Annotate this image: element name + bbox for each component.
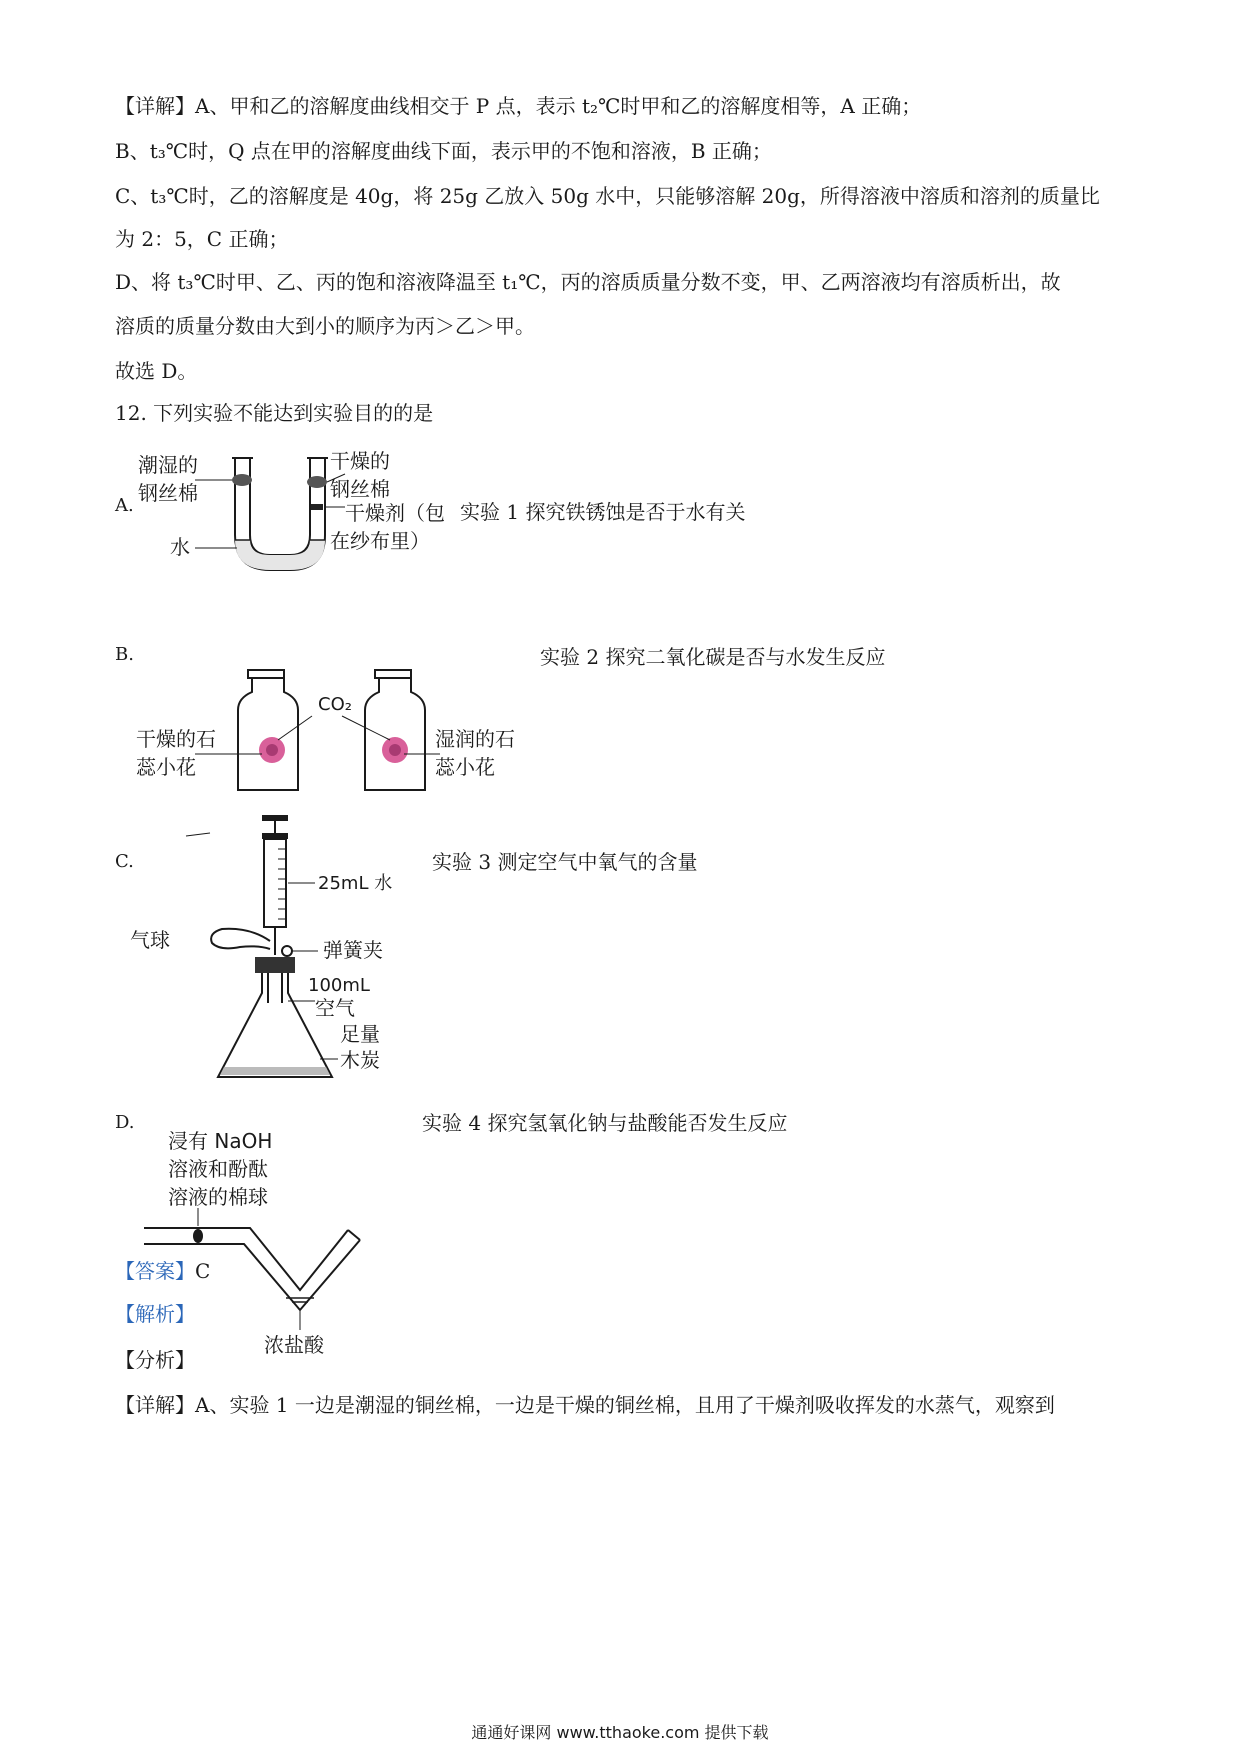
analysis-tag: 【解析】 [115,1302,195,1326]
label-dry-1: 干燥的 [330,449,390,473]
detail-last-line: 【详解】A、实验 1 一边是潮湿的铜丝棉，一边是干燥的铜丝棉，且用了干燥剂吸收挥发的水蒸气，观察到 [115,1393,1055,1417]
dry-steel-wool [307,476,327,488]
wet-steel-wool [232,474,252,486]
page-footer: 通通好课网 www.tthaoke.com 提供下载 [471,1723,769,1742]
label-dry-flower-1: 干燥的石 [136,727,216,751]
detail-line-1: 【详解】A、甲和乙的溶解度曲线相交于 P 点，表示 t₂℃时甲和乙的溶解度相等，A 正确； [115,94,922,118]
option-a-figure [140,440,460,594]
fenxi-tag: 【分析】 [115,1348,195,1372]
label-hcl: 浓盐酸 [264,1333,324,1357]
label-clamp: 弹簧夹 [323,938,383,962]
wet-litmus-flower [382,737,408,763]
option-c-figure [130,815,430,1079]
detail-line-5: D、将 t₃℃时甲、乙、丙的饱和溶液降温至 t₁℃，丙的溶质质量分数不变，甲、乙两溶液均有溶质析出，故 [115,270,1061,294]
detail-line-7: 故选 D。 [115,359,198,383]
option-d-figure [140,1120,410,1384]
label-water: 25mL 水 [318,873,393,894]
label-water: 水 [170,535,190,559]
label-wet-flower-1: 湿润的石 [435,727,515,751]
label-cotton-1: 浸有 NaOH [168,1129,273,1153]
label-balloon: 气球 [130,928,170,952]
label-cotton-3: 溶液的棉球 [168,1185,268,1209]
label-cotton-2: 溶液和酚酞 [168,1157,268,1181]
label-wet-flower-2: 蕊小花 [435,755,495,779]
option-b-figure [136,668,540,822]
option-b-letter: B. [115,644,134,665]
option-c-description: 实验 3 测定空气中氧气的含量 [432,850,698,874]
label-desiccant-1: 干燥剂（包 [345,501,445,525]
answer-tag: 【答案】 [115,1259,195,1283]
detail-line-3: C、t₃℃时，乙的溶解度是 40g，将 25g 乙放入 50g 水中，只能够溶解 20g，所得溶液中溶质和溶剂的质量比 [115,184,1100,208]
label-desiccant-2: 在纱布里） [330,529,430,553]
option-d-letter: D. [115,1112,135,1133]
label-sufficient: 足量 [340,1022,380,1046]
detail-line-6: 溶质的质量分数由大到小的顺序为丙＞乙＞甲。 [115,314,535,338]
question-stem: 12. 下列实验不能达到实验目的的是 [115,401,434,425]
option-c-letter: C. [115,851,134,872]
option-a-description: 实验 1 探究铁锈蚀是否于水有关 [460,500,746,524]
option-b-description: 实验 2 探究二氧化碳是否与水发生反应 [540,645,886,669]
label-air: 空气 [315,996,355,1020]
cotton-ball [193,1229,203,1243]
dry-litmus-flower [259,737,285,763]
detail-line-2: B、t₃℃时，Q 点在甲的溶解度曲线下面，表示甲的不饱和溶液，B 正确； [115,139,772,163]
option-a-letter: A. [115,495,134,516]
label-dry-2: 钢丝棉 [330,477,390,501]
label-dry-flower-2: 蕊小花 [136,755,196,779]
answer-value: C [195,1259,211,1283]
label-wet-2: 钢丝棉 [138,481,198,505]
desiccant [311,504,323,510]
answer-line [115,1257,210,1285]
option-d-description: 实验 4 探究氢氧化钠与盐酸能否发生反应 [422,1111,788,1135]
label-charcoal: 木炭 [340,1048,380,1072]
label-air-volume: 100mL [308,975,370,996]
label-co2: CO₂ [318,694,352,715]
detail-line-4: 为 2：5，C 正确； [115,227,289,251]
label-wet-1: 潮湿的 [138,453,198,477]
